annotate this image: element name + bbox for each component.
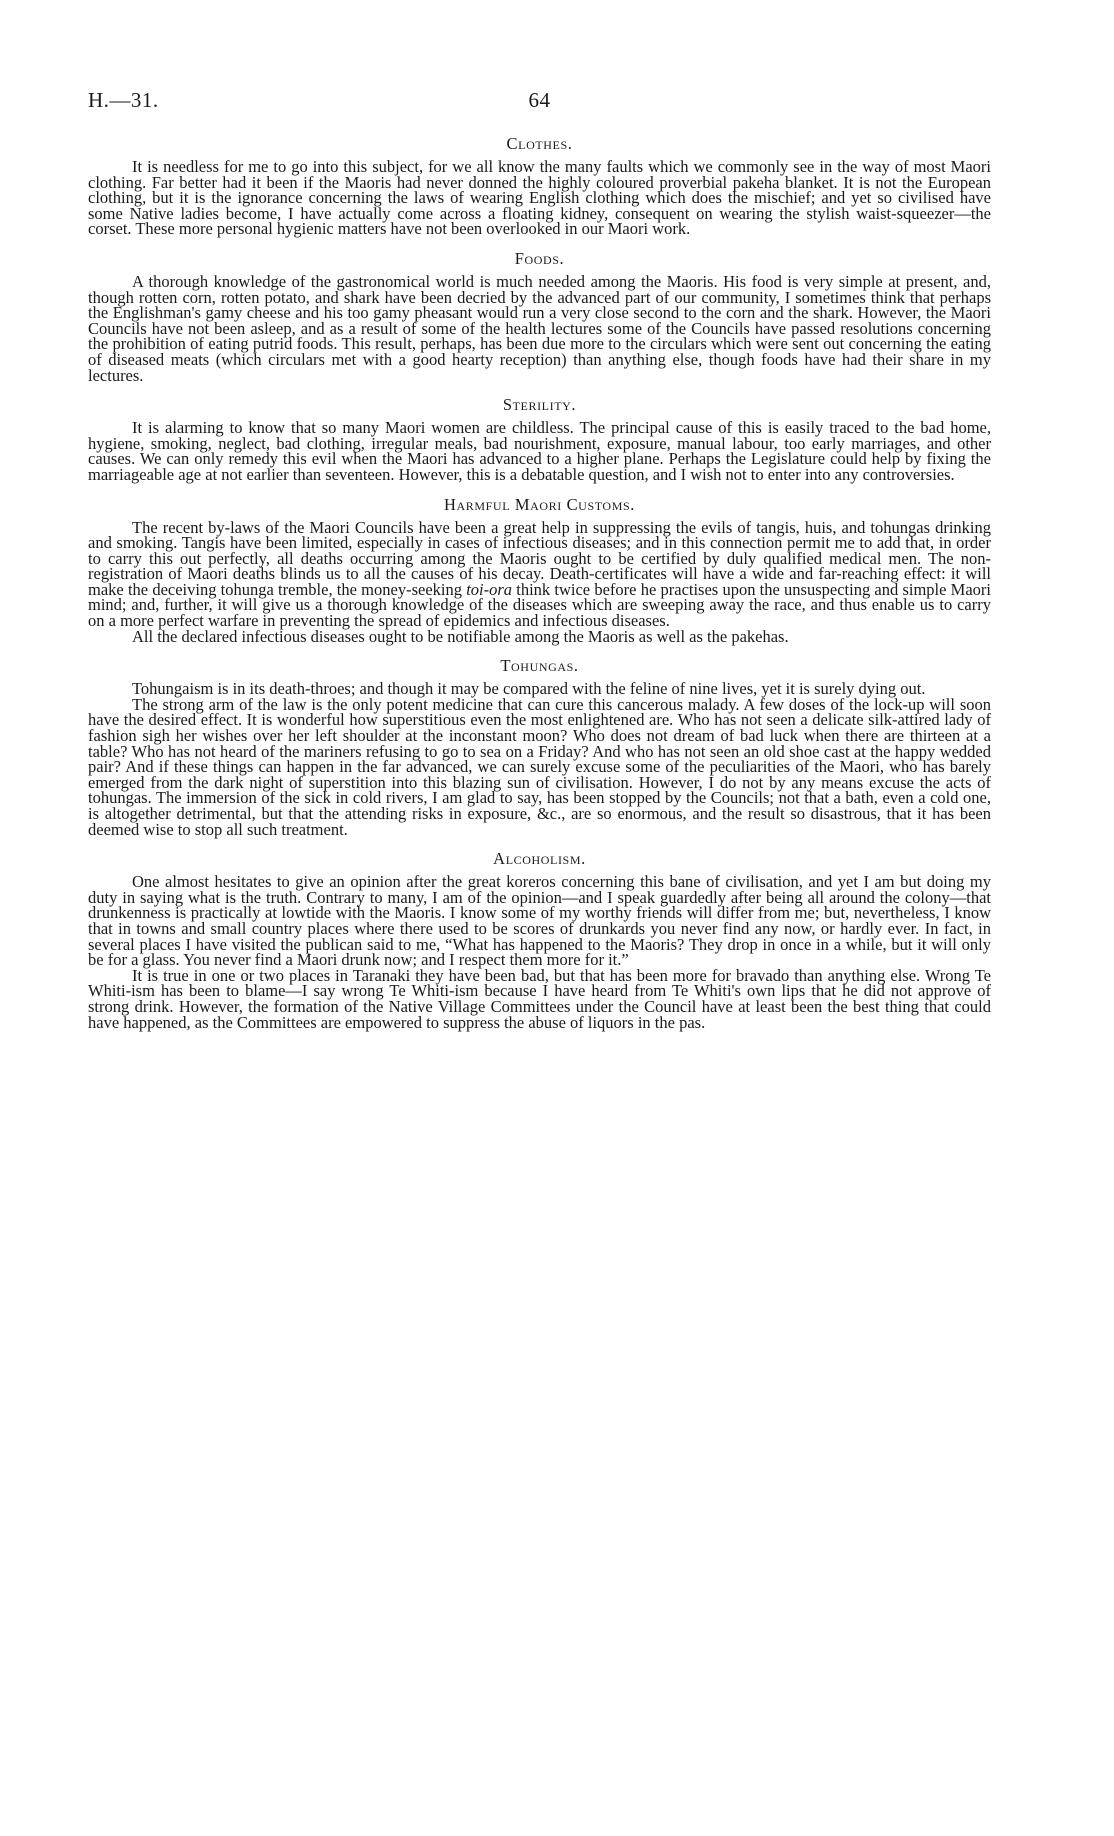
document-reference: H.—31. xyxy=(88,88,159,112)
paragraph-tohungas-1: Tohungaism is in its death-throes; and though it may be compared with the feline of nine lives, yet it is surely dying out. xyxy=(132,679,926,699)
section-title-alcoholism: Alcoholism. xyxy=(493,849,586,869)
section-title-tohungas: Tohungas. xyxy=(500,656,579,676)
document-page xyxy=(88,88,991,1030)
running-head xyxy=(88,88,991,124)
paragraph-sterility: It is alarming to know that so many Maori women are childless. The principal cause of this is easily traced to the bad home, hygiene, smoking, neglect, bad clothing, irregular meals, bad nourishment, exposure, manual labour, too early marriages, and other causes. We can only remedy this evil when the Maori has advanced to a higher plane. Perhaps the Legislature could help by fixing the marriageable age at not earlier than seventeen. However, this is a debatable question, and I wish not to enter into any controversies. xyxy=(88,418,991,484)
italic-term: toi-ora xyxy=(466,579,513,599)
paragraph-clothes: It is needless for me to go into this subject, for we all know the many faults which we commonly see in the way of most Maori clothing. Far better had it been if the Maoris had never donned the highly coloured proverbial pakeha blanket. It is not the European clothing, but it is the ignorance concerning the laws of wearing English clothing which does the mischief; and yet so civilised have some Native ladies become, I have actually come across a floating kidney, consequent on wearing the stylish waist-squeezer—the corset. These more personal hygienic matters have not been overlooked in our Maori work. xyxy=(88,157,991,239)
paragraph-foods: A thorough knowledge of the gastronomical world is much needed among the Maoris. His food is very simple at present, and, though rotten corn, rotten potato, and shark have been decried by the advanced part of our community, I sometimes think that perhaps the Englishman's gamy cheese and his too gamy pheasant would run a very close second to the corn and the shark. However, the Maori Councils have not been asleep, and as a result of some of the health lectures some of the Councils have passed resolutions concerning the prohibition of eating putrid foods. This result, perhaps, has been due more to the circulars which were sent out concerning the eating of diseased meats (which circulars met with a good hearty reception) than anything else, though foods have had their share in my lectures. xyxy=(88,271,991,385)
section-title-sterility: Sterility. xyxy=(502,395,577,415)
section-title-harmful-customs: Harmful Maori Customs. xyxy=(444,494,635,514)
paragraph-tohungas-2: The strong arm of the law is the only potent medicine that can cure this cancerous malady. A few doses of the lock-up will soon have the desired effect. It is wonderful how superstitious even the most enlightened are. Who has not seen a delicate silk-attired lady of fashion sigh her wishes over her left shoulder at the inconstant moon? Who does not dream of bad luck when there are thirteen at a table? Who has not heard of the mariners refusing to go to sea on a Friday? And who has not seen an old shoe cast at the happy wedded pair? And if these things can happen in the far advanced, we can surely excuse some of the peculiarities of the Maori, who has barely emerged from the dark night of superstition into this blazing sun of civilisation. However, I do not by any means excuse the acts of tohungas. The immersion of the sick in cold rivers, I am glad to say, has been stopped by the Councils; not that a bath, even a cold one, is altogether detrimental, but that the attending risks in exposure, &c., are so enormous, and the result so disastrous, that it has been deemed wise to stop all such treatment. xyxy=(88,694,991,839)
paragraph-harmful-customs-1: The recent by-laws of the Maori Councils have been a great help in suppressing the evils of tangis, huis, and tohungas drinking and smoking. Tangis have been limited, especially in cases of infectious diseases; and in this connection permit me to add that, in order to carry this out perfectly, all deaths occurring among the Maoris ought to be certified by duly qualified medical men. The non-registration of Maori deaths blinds us to all the causes of his decay. Death-certificates will have a wide and far-reaching effect: it will make the deceiving tohunga tremble, the money-seeking toi-ora think twice before he practises upon the unsuspecting and simple Maori mind; and, further, it will give us a thorough knowledge of the diseases which are sweeping away the race, and thus enable us to carry on a more perfect warfare in preventing the spread of epidemics and infectious diseases. xyxy=(88,517,991,631)
paragraph-alcoholism-1: One almost hesitates to give an opinion after the great koreros concerning this bane of civilisation, and yet I am but doing my duty in saying what is the truth. Contrary to many, I am of the opinion—and I speak guardedly after being all around the colony—that drunkenness is practically at lowtide with the Maoris. I know some of my worthy friends will differ from me; but, nevertheless, I know that in towns and small country places where there used to be scores of drunkards you never find any now, or hardly ever. In fact, in several places I have visited the publican said to me, “What has happened to the Maoris? They drop in once in a while, but it will only be for a glass. You never find a Maori drunk now; and I respect them more for it.” xyxy=(88,872,991,970)
section-title-foods: Foods. xyxy=(514,248,565,268)
paragraph-harmful-customs-2: All the declared infectious diseases ought to be notifiable among the Maoris as well as the pakehas. xyxy=(132,626,789,646)
section-title-clothes: Clothes. xyxy=(506,134,573,153)
page-number: 64 xyxy=(528,88,551,112)
paragraph-alcoholism-2: It is true in one or two places in Taranaki they have been bad, but that has been more for bravado than anything else. Wrong Te Whiti-ism has been to blame—I say wrong Te Whiti-ism because I have heard from Te Whiti's own lips that he did not approve of strong drink. However, the formation of the Native Village Committees under the Council have at least been the best thing that could have happened, as the Committees are empowered to suppress the abuse of liquors in the pas. xyxy=(88,965,991,1032)
